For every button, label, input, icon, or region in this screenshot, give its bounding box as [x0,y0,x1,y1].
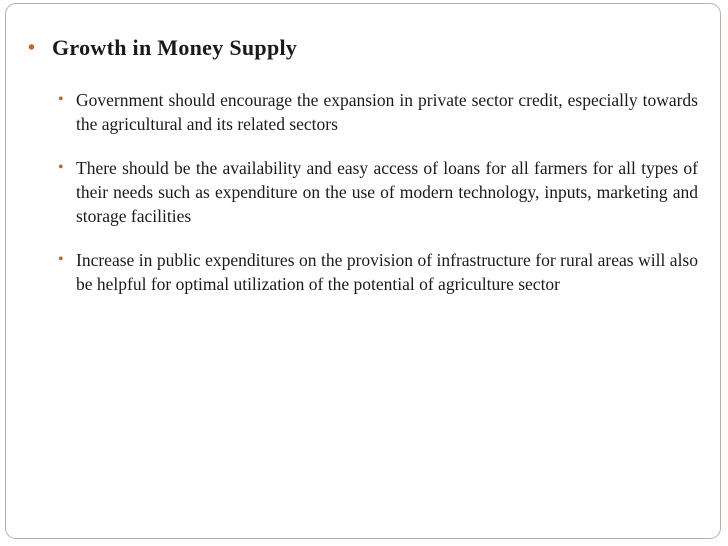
sub-bullet-text: Increase in public expenditures on the provision of infrastructure for rural areas will also be helpful for optimal utilization of the potential of agriculture sector [76,250,698,294]
bullet-icon: • [58,159,64,176]
sub-bullet-list [58,88,698,296]
slide-heading: Growth in Money Supply [52,35,298,60]
bullet-icon: • [28,37,36,59]
sub-bullet-item [58,88,698,136]
sub-bullet-text: Government should encourage the expansion in private sector credit, especially towards the agricultural and its related sectors [76,90,698,134]
slide-frame [5,3,721,539]
sub-bullet-text: There should be the availability and easy access of loans for all farmers for all types of their needs such as expenditure on the use of modern technology, inputs, marketing and storage facilities [76,158,698,226]
sub-bullet-item [58,248,698,296]
bullet-icon: • [58,251,64,268]
slide-content [28,34,698,316]
bullet-icon: • [58,91,64,108]
sub-bullet-item [58,156,698,228]
heading-bullet [28,34,698,62]
